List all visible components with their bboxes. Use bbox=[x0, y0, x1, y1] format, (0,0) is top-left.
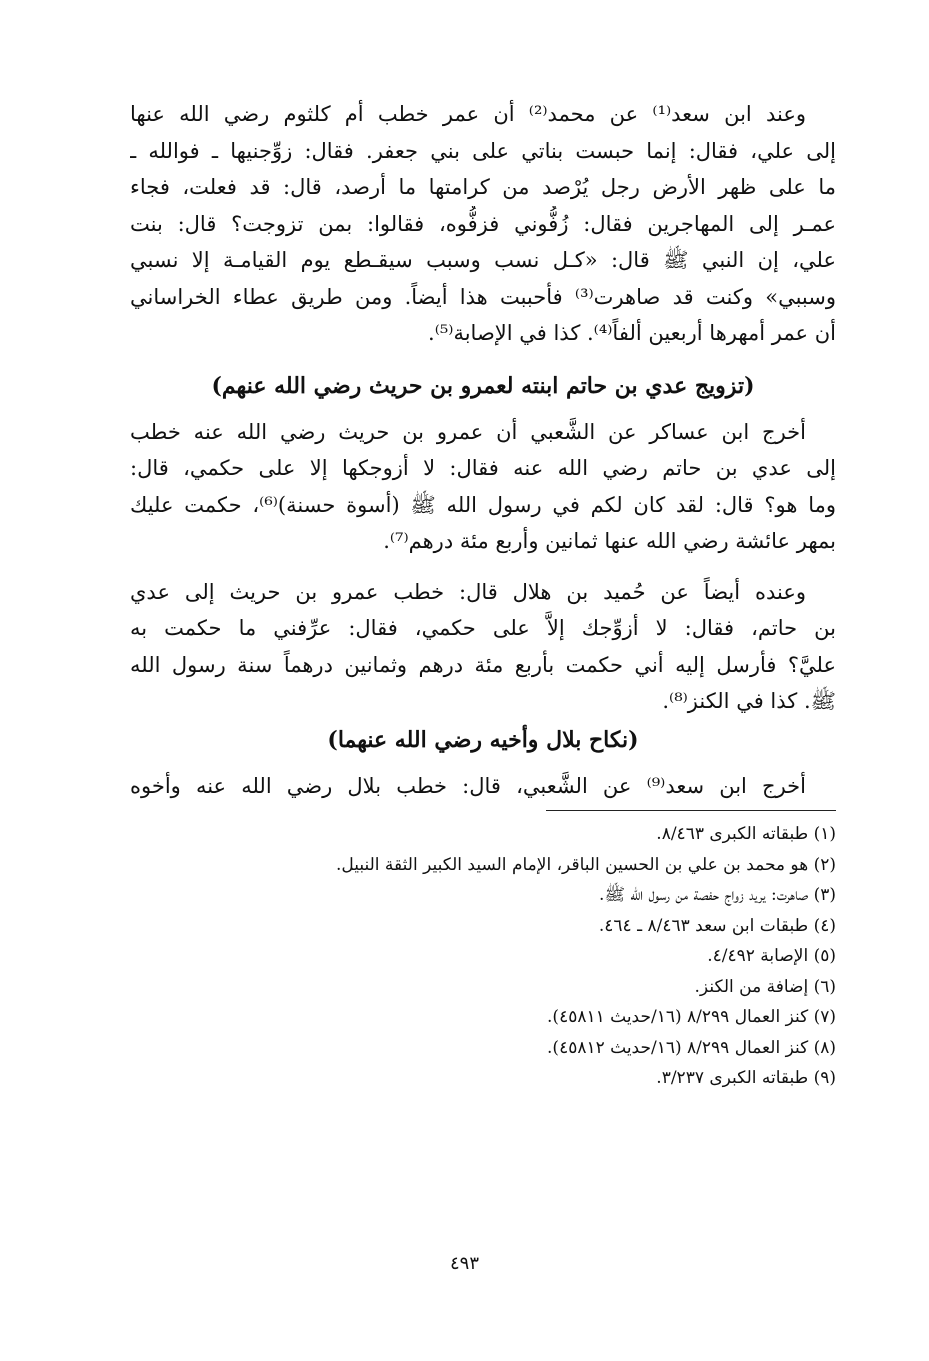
footnote-separator bbox=[546, 810, 836, 811]
paragraph-umm-kulthum bbox=[130, 96, 836, 352]
text-line: وما هو؟ قال: لقد كان لكم في رسول الله ﷺ (أسوة حسنة)⁽⁶⁾، حكمت عليك bbox=[130, 492, 836, 517]
text-line: أخرج ابن عساكر عن الشَّعبي أن عمرو بن حريث رضي الله عنه خطب bbox=[130, 419, 806, 444]
text-line: وسببي» وكنت قد صاهرت⁽³⁾ فأحببت هذا أيضاً. ومن طريق عطاء الخراساني bbox=[130, 284, 836, 309]
text-line: ﷺ. كذا في الكنز⁽⁸⁾. bbox=[662, 689, 836, 713]
text-line: أخرج ابن سعد⁽⁹⁾ عن الشَّعبي، قال: خطب بلال رضي الله عنه وأخوه bbox=[130, 773, 806, 798]
footnote-8: (٨) كنز العمال ٨/٢٩٩ (١٦/حديث ٤٥٨١٢). bbox=[547, 1037, 836, 1058]
text-line: عليَّ؟ فأرسل إليه أني حكمت بأربع مئة درهم وثمانين درهماً سنة رسول الله bbox=[130, 652, 836, 677]
footnote-3: (٣) صاهرت: يريد زواج حفصة من رسول الله ﷺ. bbox=[599, 885, 836, 905]
text-line: إلى علي، فقال: إنما حبست بناتي على بني جعفر. فقال: زوِّجنيها ـ فوالله ـ bbox=[130, 138, 836, 163]
footnote-7: (٧) كنز العمال ٨/٢٩٩ (١٦/حديث ٤٥٨١١). bbox=[547, 1007, 836, 1027]
paragraph-ibn-asakir bbox=[130, 414, 836, 560]
text-line: وعنده أيضاً عن حُميد بن هلال قال: خطب عمرو بن حريث إلى عدي bbox=[130, 579, 806, 604]
footnote-2: (٢) هو محمد بن علي بن الحسين الباقر، الإمام السيد الكبير الثقة النبيل. bbox=[335, 854, 836, 875]
text-line: أن عمر أمهرها أربعين ألفاً⁽⁴⁾. كذا في الإصابة⁽⁵⁾. bbox=[428, 321, 836, 345]
text-line: وعند ابن سعد⁽¹⁾ عن محمد⁽²⁾ أن عمر خطب أم كلثوم رضي الله عنها bbox=[130, 102, 806, 126]
page-number: ٤٩٣ bbox=[449, 1253, 479, 1274]
text-line: علي، إن النبي ﷺ قال: «كـل نسب وسبب سيقـطع يوم القيامـة إلا نسبي bbox=[130, 248, 836, 272]
footnote-6: (٦) إضافة من الكنز. bbox=[694, 976, 836, 997]
text-line: بن حاتم، فقال: لا أزوِّجك إلاَّ على حكمي، فقال: عرِّفني ما حكمت به bbox=[130, 616, 836, 640]
footnote-1: (١) طبقاته الكبرى ٨/٤٦٣. bbox=[656, 824, 836, 844]
text-line: ما على ظهر الأرض رجل يُرْصد من كرامتها ما أرصد، قال: قد فعلت، فجاء bbox=[130, 175, 836, 199]
paragraph-humaid-ibn-hilal bbox=[130, 574, 836, 720]
footnote-5: (٥) الإصابة ٤/٤٩٢. bbox=[707, 946, 836, 966]
section-heading-adi-ibn-hatim: (تزويج عدي بن حاتم ابنته لعمرو بن حريث رضي الله عنهم) bbox=[211, 372, 755, 399]
footnote-9: (٩) طبقاته الكبرى ٣/٢٣٧. bbox=[656, 1068, 836, 1088]
footnotes bbox=[130, 819, 836, 1094]
footnote-4: (٤) طبقات ابن سعد ٨/٤٦٣ ـ ٤٦٤. bbox=[598, 915, 836, 936]
paragraph-bilal bbox=[130, 768, 836, 805]
page-body bbox=[130, 96, 836, 1094]
text-line: عمـر إلى المهاجرين فقال: زُفُّوني فزفُّوه، فقالوا: بمن تزوجت؟ قال: بنت bbox=[130, 211, 836, 236]
text-line: إلى عدي بن حاتم رضي الله عنه فقال: لا أزوجكها إلا على حكمي، قال: bbox=[130, 456, 836, 480]
text-line: بمهر عائشة رضي الله عنها ثمانين وأربع مئة درهم⁽⁷⁾. bbox=[383, 529, 836, 553]
section-heading-bilal: (نكاح بلال وأخيه رضي الله عنهما) bbox=[327, 726, 639, 753]
